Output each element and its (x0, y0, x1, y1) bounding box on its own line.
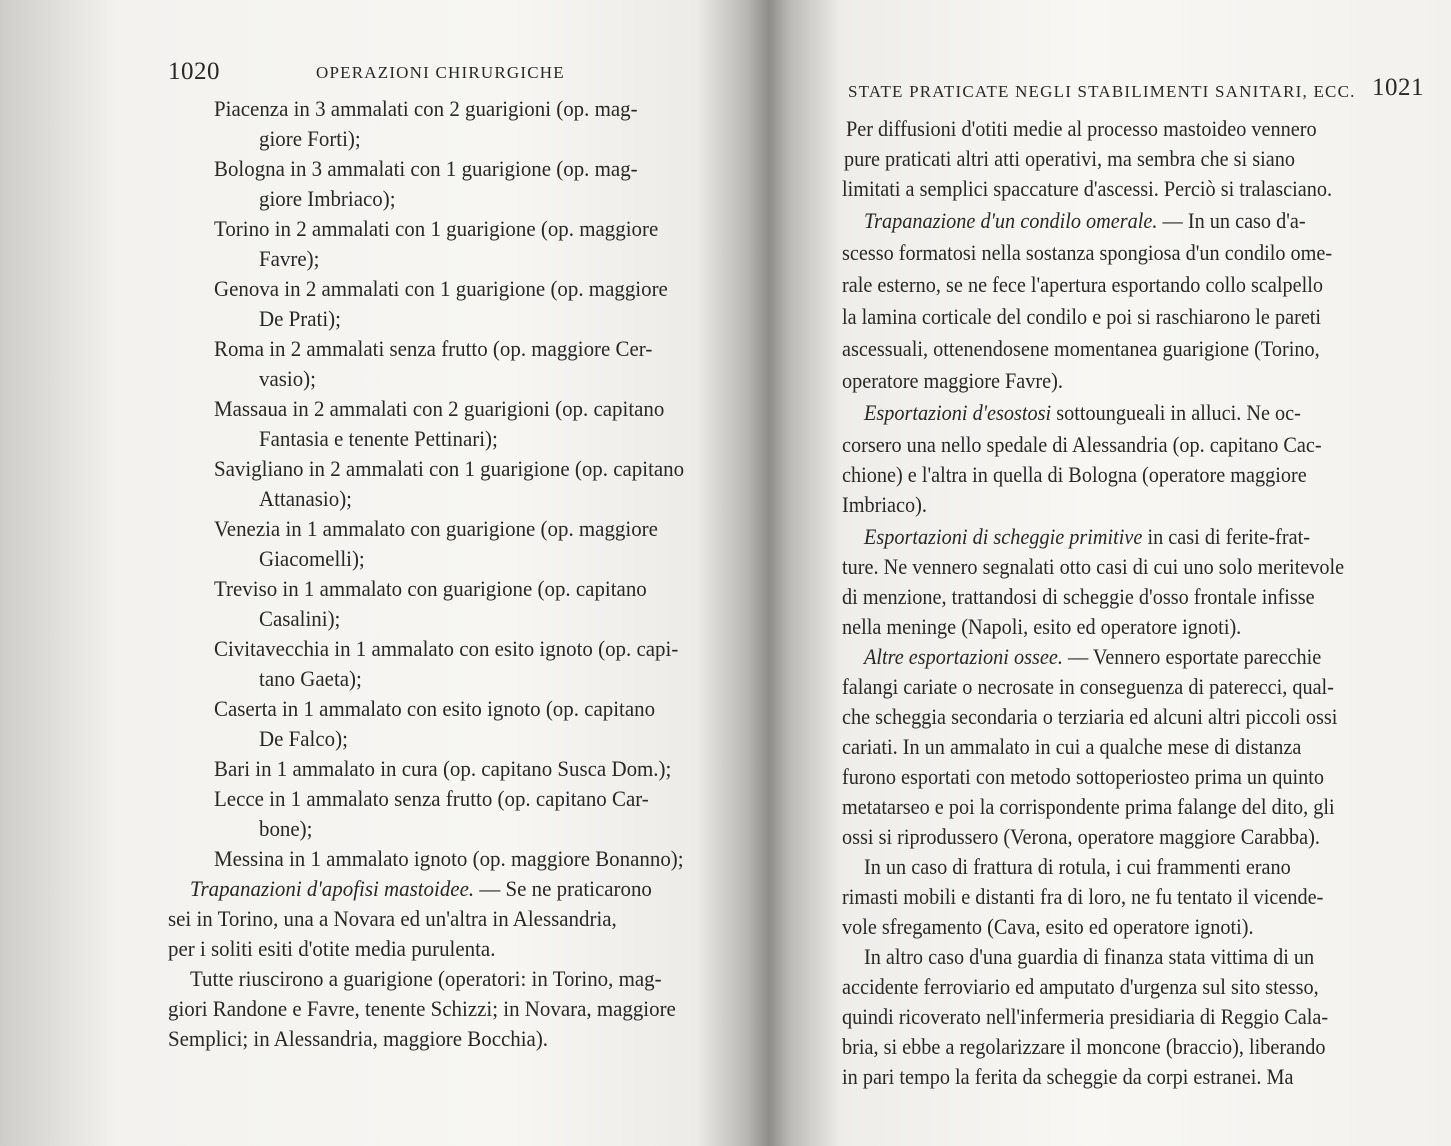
page-number: 1020 (168, 58, 220, 85)
text-line: corsero una nello spedale di Alessandria (op. capitano Cac- (842, 432, 1322, 457)
text-line: Roma in 2 ammalati senza frutto (op. maggiore Cer- (214, 336, 653, 361)
text-line: cariati. In un ammalato in cui a qualche mese di distanza (842, 734, 1302, 759)
italic-heading: Altre esportazioni ossee. (864, 644, 1063, 669)
text-line: falangi cariate o necrosate in conseguenza di paterecci, qual- (842, 674, 1334, 699)
right-page (770, 0, 1451, 1146)
text-line: per i soliti esiti d'otite media purulenta. (168, 936, 496, 961)
text-line: In altro caso d'una guardia di finanza stata vittima di un (864, 944, 1315, 969)
text-line: bria, si ebbe a regolarizzare il moncone (braccio), liberando (842, 1034, 1326, 1059)
text-line: che scheggia secondaria o terziaria ed alcuni altri piccoli ossi (842, 704, 1338, 729)
text-line: giori Randone e Favre, tenente Schizzi; in Novara, maggiore (168, 996, 676, 1021)
text-line: la lamina corticale del condilo e poi si raschiarono le pareti (842, 304, 1322, 329)
text-line: Venezia in 1 ammalato con guarigione (op. maggiore (214, 516, 658, 541)
page-number: 1021 (1372, 74, 1424, 101)
text-line: ture. Ne vennero segnalati otto casi di cui uno solo meritevole (842, 554, 1345, 579)
text-line: Civitavecchia in 1 ammalato con esito ignoto (op. capi- (214, 636, 679, 661)
text-line: Tutte riuscirono a guarigione (operatori: in Torino, mag- (190, 966, 662, 991)
text-run: — In un caso d'a- (1157, 208, 1306, 233)
text-line: Giacomelli); (259, 546, 365, 571)
text-run: — Se ne praticarono (474, 876, 652, 901)
text-line: giore Imbriaco); (259, 186, 396, 211)
text-line: Semplici; in Alessandria, maggiore Bocchia). (168, 1026, 549, 1051)
text-line: Torino in 2 ammalati con 1 guarigione (op. maggiore (214, 216, 659, 241)
text-run: — Vennero esportate parecchie (1062, 644, 1322, 669)
text-line: Savigliano in 2 ammalati con 1 guarigione (op. capitano (214, 456, 685, 481)
text-run: in casi di ferite-frat- (1142, 524, 1310, 549)
text-line: rimasti mobili e distanti fra di loro, ne fu tentato il vicende- (842, 884, 1324, 909)
italic-heading: Trapanazione d'un condilo omerale. (864, 208, 1158, 233)
text-line: In un caso di frattura di rotula, i cui frammenti erano (864, 854, 1291, 879)
text-line: Treviso in 1 ammalato con guarigione (op. capitano (214, 576, 647, 601)
text-line: di menzione, trattandosi di scheggie d'osso frontale infisse (842, 584, 1315, 609)
paragraph-line (864, 206, 1306, 236)
text-line: giore Forti); (259, 126, 361, 151)
italic-heading: Esportazioni d'esostosi (864, 400, 1052, 425)
text-line: Caserta in 1 ammalato con esito ignoto (op. capitano (214, 696, 656, 721)
running-head: OPERAZIONI CHIRURGICHE (316, 63, 565, 82)
text-line: rale esterno, se ne fece l'apertura esportando collo scalpello (842, 272, 1323, 297)
paragraph-line (864, 642, 1321, 672)
text-line: Bari in 1 ammalato in cura (op. capitano Susca Dom.); (214, 756, 672, 781)
italic-heading: Esportazioni di scheggie primitive (864, 524, 1143, 549)
text-line: nella meninge (Napoli, esito ed operatore ignoti). (842, 614, 1242, 639)
text-line: furono esportati con metodo sottoperiosteo prima un quinto (842, 764, 1324, 789)
text-line: scesso formatosi nella sostanza spongiosa d'un condilo ome- (842, 240, 1333, 265)
text-line: operatore maggiore Favre). (842, 368, 1063, 393)
text-line: Fantasia e tenente Pettinari); (259, 426, 498, 451)
text-line: Imbriaco). (842, 492, 927, 517)
text-line: tano Gaeta); (259, 666, 362, 691)
text-line: Massaua in 2 ammalati con 2 guarigioni (op. capitano (214, 396, 665, 421)
text-line: metatarseo e poi la corrispondente prima falange del dito, gli (842, 794, 1335, 819)
italic-heading: Trapanazioni d'apofisi mastoidee. (190, 876, 475, 901)
text-line: Favre); (259, 246, 320, 271)
text-line: quindi ricoverato nell'infermeria presidiaria di Reggio Cala- (842, 1004, 1329, 1029)
text-line: vasio); (259, 366, 316, 391)
text-line: chione) e l'altra in quella di Bologna (operatore maggiore (842, 462, 1307, 487)
text-line: ascessuali, ottenendosene momentanea guarigione (Torino, (842, 336, 1320, 361)
text-line: pure praticati altri atti operativi, ma sembra che si siano (844, 146, 1295, 171)
text-line: vole sfregamento (Cava, esito ed operatore ignoti). (842, 914, 1254, 939)
text-line: Bologna in 3 ammalati con 1 guarigione (op. mag- (214, 156, 638, 181)
paragraph-line (864, 398, 1301, 428)
text-line: Messina in 1 ammalato ignoto (op. maggiore Bonanno); (214, 846, 684, 871)
text-line: Attanasio); (259, 486, 352, 511)
text-line: in pari tempo la ferita da scheggie da corpi estranei. Ma (842, 1064, 1294, 1089)
text-run: sottoungueali in alluci. Ne oc- (1051, 400, 1301, 425)
text-line: De Prati); (259, 306, 341, 331)
text-line: bone); (259, 816, 313, 841)
text-line: sei in Torino, una a Novara ed un'altra in Alessandria, (168, 906, 617, 931)
text-line: Casalini); (259, 606, 341, 631)
text-line: Piacenza in 3 ammalati con 2 guarigioni (op. mag- (214, 96, 638, 121)
text-line: Lecce in 1 ammalato senza frutto (op. capitano Car- (214, 786, 649, 811)
text-line: Genova in 2 ammalati con 1 guarigione (op. maggiore (214, 276, 668, 301)
paragraph-line (864, 522, 1310, 552)
text-line: ossi si riprodussero (Verona, operatore maggiore Carabba). (842, 824, 1320, 849)
text-line: Per diffusioni d'otiti medie al processo mastoideo vennero (846, 116, 1317, 141)
paragraph-line (190, 874, 652, 904)
text-line: accidente ferroviario ed amputato d'urgenza sul sito stesso, (842, 974, 1319, 999)
running-head: STATE PRATICATE NEGLI STABILIMENTI SANITARI, ECC. (848, 82, 1356, 101)
text-line: De Falco); (259, 726, 348, 751)
text-line: limitati a semplici spaccature d'ascessi. Perciò si tralasciano. (842, 176, 1333, 201)
